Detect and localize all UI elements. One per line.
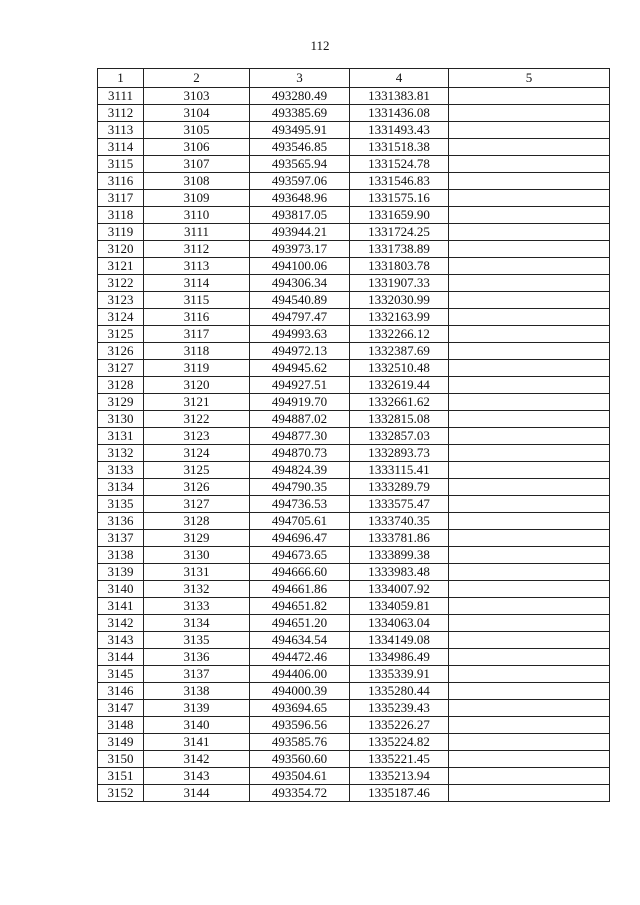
- table-row: [98, 139, 610, 156]
- ref-number-cell: 3108: [144, 173, 250, 190]
- ref-number-cell: 3119: [144, 360, 250, 377]
- point-number-cell: 3120: [98, 241, 144, 258]
- ref-number-cell: 3130: [144, 547, 250, 564]
- y-coordinate-cell: 1334063.04: [350, 615, 449, 632]
- note-cell: [449, 88, 610, 105]
- point-number-cell: 3134: [98, 479, 144, 496]
- note-cell: [449, 241, 610, 258]
- point-number-cell: 3131: [98, 428, 144, 445]
- point-number-cell: 3151: [98, 768, 144, 785]
- y-coordinate-cell: 1333781.86: [350, 530, 449, 547]
- x-coordinate-cell: 493385.69: [250, 105, 350, 122]
- x-coordinate-cell: 494651.20: [250, 615, 350, 632]
- table-row: [98, 309, 610, 326]
- table-row: [98, 785, 610, 802]
- x-coordinate-cell: 494993.63: [250, 326, 350, 343]
- point-number-cell: 3135: [98, 496, 144, 513]
- note-cell: [449, 479, 610, 496]
- x-coordinate-cell: 494000.39: [250, 683, 350, 700]
- table-row: [98, 224, 610, 241]
- note-cell: [449, 122, 610, 139]
- y-coordinate-cell: 1333289.79: [350, 479, 449, 496]
- x-coordinate-cell: 494634.54: [250, 632, 350, 649]
- note-cell: [449, 224, 610, 241]
- note-cell: [449, 632, 610, 649]
- point-number-cell: 3152: [98, 785, 144, 802]
- x-coordinate-cell: 494472.46: [250, 649, 350, 666]
- y-coordinate-cell: 1331738.89: [350, 241, 449, 258]
- table-row: [98, 275, 610, 292]
- y-coordinate-cell: 1335239.43: [350, 700, 449, 717]
- table-row: [98, 751, 610, 768]
- y-coordinate-cell: 1331518.38: [350, 139, 449, 156]
- table-row: [98, 173, 610, 190]
- x-coordinate-cell: 493944.21: [250, 224, 350, 241]
- ref-number-cell: 3135: [144, 632, 250, 649]
- ref-number-cell: 3128: [144, 513, 250, 530]
- ref-number-cell: 3134: [144, 615, 250, 632]
- point-number-cell: 3137: [98, 530, 144, 547]
- x-coordinate-cell: 494651.82: [250, 598, 350, 615]
- x-coordinate-cell: 494824.39: [250, 462, 350, 479]
- x-coordinate-cell: 494945.62: [250, 360, 350, 377]
- table-row: [98, 649, 610, 666]
- y-coordinate-cell: 1332387.69: [350, 343, 449, 360]
- table-row: [98, 122, 610, 139]
- table-row: [98, 547, 610, 564]
- column-header-4: 4: [350, 69, 449, 88]
- table-row: [98, 700, 610, 717]
- point-number-cell: 3112: [98, 105, 144, 122]
- x-coordinate-cell: 494877.30: [250, 428, 350, 445]
- point-number-cell: 3138: [98, 547, 144, 564]
- ref-number-cell: 3136: [144, 649, 250, 666]
- table-row: [98, 207, 610, 224]
- table-row: [98, 360, 610, 377]
- point-number-cell: 3128: [98, 377, 144, 394]
- ref-number-cell: 3109: [144, 190, 250, 207]
- note-cell: [449, 717, 610, 734]
- x-coordinate-cell: 493546.85: [250, 139, 350, 156]
- y-coordinate-cell: 1334059.81: [350, 598, 449, 615]
- y-coordinate-cell: 1332661.62: [350, 394, 449, 411]
- point-number-cell: 3142: [98, 615, 144, 632]
- point-number-cell: 3133: [98, 462, 144, 479]
- ref-number-cell: 3111: [144, 224, 250, 241]
- ref-number-cell: 3120: [144, 377, 250, 394]
- x-coordinate-cell: 493817.05: [250, 207, 350, 224]
- point-number-cell: 3147: [98, 700, 144, 717]
- header-row: [98, 69, 610, 88]
- table-row: [98, 496, 610, 513]
- note-cell: [449, 190, 610, 207]
- table-row: [98, 292, 610, 309]
- ref-number-cell: 3107: [144, 156, 250, 173]
- x-coordinate-cell: 493504.61: [250, 768, 350, 785]
- note-cell: [449, 581, 610, 598]
- note-cell: [449, 275, 610, 292]
- ref-number-cell: 3116: [144, 309, 250, 326]
- table-row: [98, 326, 610, 343]
- point-number-cell: 3136: [98, 513, 144, 530]
- point-number-cell: 3123: [98, 292, 144, 309]
- y-coordinate-cell: 1331524.78: [350, 156, 449, 173]
- ref-number-cell: 3131: [144, 564, 250, 581]
- x-coordinate-cell: 494666.60: [250, 564, 350, 581]
- x-coordinate-cell: 493565.94: [250, 156, 350, 173]
- ref-number-cell: 3122: [144, 411, 250, 428]
- note-cell: [449, 360, 610, 377]
- y-coordinate-cell: 1332619.44: [350, 377, 449, 394]
- x-coordinate-cell: 494661.86: [250, 581, 350, 598]
- table-body: [98, 88, 610, 802]
- y-coordinate-cell: 1331724.25: [350, 224, 449, 241]
- ref-number-cell: 3132: [144, 581, 250, 598]
- x-coordinate-cell: 494736.53: [250, 496, 350, 513]
- x-coordinate-cell: 494673.65: [250, 547, 350, 564]
- point-number-cell: 3140: [98, 581, 144, 598]
- point-number-cell: 3143: [98, 632, 144, 649]
- point-number-cell: 3113: [98, 122, 144, 139]
- y-coordinate-cell: 1331546.83: [350, 173, 449, 190]
- point-number-cell: 3150: [98, 751, 144, 768]
- ref-number-cell: 3125: [144, 462, 250, 479]
- note-cell: [449, 496, 610, 513]
- y-coordinate-cell: 1332857.03: [350, 428, 449, 445]
- table-row: [98, 343, 610, 360]
- x-coordinate-cell: 494100.06: [250, 258, 350, 275]
- x-coordinate-cell: 493597.06: [250, 173, 350, 190]
- x-coordinate-cell: 494306.34: [250, 275, 350, 292]
- table-row: [98, 428, 610, 445]
- point-number-cell: 3125: [98, 326, 144, 343]
- note-cell: [449, 258, 610, 275]
- ref-number-cell: 3106: [144, 139, 250, 156]
- note-cell: [449, 428, 610, 445]
- x-coordinate-cell: 494927.51: [250, 377, 350, 394]
- y-coordinate-cell: 1334149.08: [350, 632, 449, 649]
- note-cell: [449, 462, 610, 479]
- y-coordinate-cell: 1335339.91: [350, 666, 449, 683]
- table-row: [98, 564, 610, 581]
- point-number-cell: 3124: [98, 309, 144, 326]
- table-row: [98, 513, 610, 530]
- note-cell: [449, 768, 610, 785]
- y-coordinate-cell: 1333575.47: [350, 496, 449, 513]
- ref-number-cell: 3133: [144, 598, 250, 615]
- x-coordinate-cell: 494919.70: [250, 394, 350, 411]
- ref-number-cell: 3127: [144, 496, 250, 513]
- ref-number-cell: 3138: [144, 683, 250, 700]
- table-row: [98, 462, 610, 479]
- y-coordinate-cell: 1335224.82: [350, 734, 449, 751]
- point-number-cell: 3132: [98, 445, 144, 462]
- point-number-cell: 3114: [98, 139, 144, 156]
- point-number-cell: 3126: [98, 343, 144, 360]
- point-number-cell: 3148: [98, 717, 144, 734]
- point-number-cell: 3144: [98, 649, 144, 666]
- column-header-2: 2: [144, 69, 250, 88]
- y-coordinate-cell: 1331493.43: [350, 122, 449, 139]
- x-coordinate-cell: 494705.61: [250, 513, 350, 530]
- y-coordinate-cell: 1332510.48: [350, 360, 449, 377]
- ref-number-cell: 3139: [144, 700, 250, 717]
- table-row: [98, 241, 610, 258]
- table-row: [98, 683, 610, 700]
- point-number-cell: 3129: [98, 394, 144, 411]
- note-cell: [449, 207, 610, 224]
- note-cell: [449, 292, 610, 309]
- y-coordinate-cell: 1333899.38: [350, 547, 449, 564]
- table-row: [98, 734, 610, 751]
- ref-number-cell: 3104: [144, 105, 250, 122]
- x-coordinate-cell: 493585.76: [250, 734, 350, 751]
- ref-number-cell: 3115: [144, 292, 250, 309]
- point-number-cell: 3121: [98, 258, 144, 275]
- ref-number-cell: 3143: [144, 768, 250, 785]
- ref-number-cell: 3140: [144, 717, 250, 734]
- column-header-5: 5: [449, 69, 610, 88]
- page-number: 112: [310, 38, 330, 53]
- note-cell: [449, 326, 610, 343]
- x-coordinate-cell: 493354.72: [250, 785, 350, 802]
- note-cell: [449, 445, 610, 462]
- table-row: [98, 445, 610, 462]
- table-row: [98, 717, 610, 734]
- note-cell: [449, 666, 610, 683]
- note-cell: [449, 649, 610, 666]
- ref-number-cell: 3124: [144, 445, 250, 462]
- table-row: [98, 479, 610, 496]
- y-coordinate-cell: 1331803.78: [350, 258, 449, 275]
- x-coordinate-cell: 493495.91: [250, 122, 350, 139]
- point-number-cell: 3146: [98, 683, 144, 700]
- note-cell: [449, 683, 610, 700]
- y-coordinate-cell: 1334986.49: [350, 649, 449, 666]
- note-cell: [449, 377, 610, 394]
- x-coordinate-cell: 493280.49: [250, 88, 350, 105]
- y-coordinate-cell: 1335187.46: [350, 785, 449, 802]
- note-cell: [449, 547, 610, 564]
- y-coordinate-cell: 1332163.99: [350, 309, 449, 326]
- table-row: [98, 258, 610, 275]
- y-coordinate-cell: 1334007.92: [350, 581, 449, 598]
- ref-number-cell: 3123: [144, 428, 250, 445]
- x-coordinate-cell: 494870.73: [250, 445, 350, 462]
- x-coordinate-cell: 494406.00: [250, 666, 350, 683]
- table-row: [98, 598, 610, 615]
- ref-number-cell: 3118: [144, 343, 250, 360]
- table-row: [98, 632, 610, 649]
- point-number-cell: 3115: [98, 156, 144, 173]
- y-coordinate-cell: 1333983.48: [350, 564, 449, 581]
- table-row: [98, 768, 610, 785]
- ref-number-cell: 3137: [144, 666, 250, 683]
- y-coordinate-cell: 1332266.12: [350, 326, 449, 343]
- ref-number-cell: 3113: [144, 258, 250, 275]
- note-cell: [449, 139, 610, 156]
- point-number-cell: 3116: [98, 173, 144, 190]
- x-coordinate-cell: 493648.96: [250, 190, 350, 207]
- table-row: [98, 581, 610, 598]
- x-coordinate-cell: 494790.35: [250, 479, 350, 496]
- table-row: [98, 394, 610, 411]
- point-number-cell: 3139: [98, 564, 144, 581]
- note-cell: [449, 530, 610, 547]
- point-number-cell: 3118: [98, 207, 144, 224]
- ref-number-cell: 3112: [144, 241, 250, 258]
- note-cell: [449, 598, 610, 615]
- ref-number-cell: 3142: [144, 751, 250, 768]
- point-number-cell: 3141: [98, 598, 144, 615]
- ref-number-cell: 3126: [144, 479, 250, 496]
- point-number-cell: 3127: [98, 360, 144, 377]
- note-cell: [449, 785, 610, 802]
- y-coordinate-cell: 1333115.41: [350, 462, 449, 479]
- table-row: [98, 666, 610, 683]
- note-cell: [449, 309, 610, 326]
- note-cell: [449, 343, 610, 360]
- y-coordinate-cell: 1335221.45: [350, 751, 449, 768]
- x-coordinate-cell: 494540.89: [250, 292, 350, 309]
- point-number-cell: 3130: [98, 411, 144, 428]
- note-cell: [449, 700, 610, 717]
- coordinates-table: [97, 68, 610, 802]
- column-header-3: 3: [250, 69, 350, 88]
- column-header-1: 1: [98, 69, 144, 88]
- x-coordinate-cell: 493596.56: [250, 717, 350, 734]
- point-number-cell: 3117: [98, 190, 144, 207]
- y-coordinate-cell: 1335213.94: [350, 768, 449, 785]
- point-number-cell: 3122: [98, 275, 144, 292]
- x-coordinate-cell: 494972.13: [250, 343, 350, 360]
- ref-number-cell: 3103: [144, 88, 250, 105]
- ref-number-cell: 3105: [144, 122, 250, 139]
- point-number-cell: 3149: [98, 734, 144, 751]
- y-coordinate-cell: 1331575.16: [350, 190, 449, 207]
- note-cell: [449, 615, 610, 632]
- note-cell: [449, 394, 610, 411]
- table-row: [98, 530, 610, 547]
- note-cell: [449, 513, 610, 530]
- note-cell: [449, 734, 610, 751]
- point-number-cell: 3119: [98, 224, 144, 241]
- table-row: [98, 88, 610, 105]
- ref-number-cell: 3114: [144, 275, 250, 292]
- note-cell: [449, 564, 610, 581]
- point-number-cell: 3111: [98, 88, 144, 105]
- ref-number-cell: 3110: [144, 207, 250, 224]
- y-coordinate-cell: 1331659.90: [350, 207, 449, 224]
- table-row: [98, 411, 610, 428]
- y-coordinate-cell: 1331436.08: [350, 105, 449, 122]
- note-cell: [449, 105, 610, 122]
- ref-number-cell: 3144: [144, 785, 250, 802]
- x-coordinate-cell: 494887.02: [250, 411, 350, 428]
- y-coordinate-cell: 1331907.33: [350, 275, 449, 292]
- y-coordinate-cell: 1332030.99: [350, 292, 449, 309]
- table-row: [98, 190, 610, 207]
- x-coordinate-cell: 494696.47: [250, 530, 350, 547]
- note-cell: [449, 411, 610, 428]
- ref-number-cell: 3121: [144, 394, 250, 411]
- x-coordinate-cell: 493560.60: [250, 751, 350, 768]
- y-coordinate-cell: 1335226.27: [350, 717, 449, 734]
- x-coordinate-cell: 493973.17: [250, 241, 350, 258]
- ref-number-cell: 3117: [144, 326, 250, 343]
- table-row: [98, 156, 610, 173]
- x-coordinate-cell: 493694.65: [250, 700, 350, 717]
- ref-number-cell: 3141: [144, 734, 250, 751]
- table-row: [98, 377, 610, 394]
- note-cell: [449, 751, 610, 768]
- ref-number-cell: 3129: [144, 530, 250, 547]
- note-cell: [449, 156, 610, 173]
- table-row: [98, 615, 610, 632]
- note-cell: [449, 173, 610, 190]
- x-coordinate-cell: 494797.47: [250, 309, 350, 326]
- y-coordinate-cell: 1331383.81: [350, 88, 449, 105]
- point-number-cell: 3145: [98, 666, 144, 683]
- y-coordinate-cell: 1333740.35: [350, 513, 449, 530]
- table-row: [98, 105, 610, 122]
- y-coordinate-cell: 1332893.73: [350, 445, 449, 462]
- y-coordinate-cell: 1332815.08: [350, 411, 449, 428]
- y-coordinate-cell: 1335280.44: [350, 683, 449, 700]
